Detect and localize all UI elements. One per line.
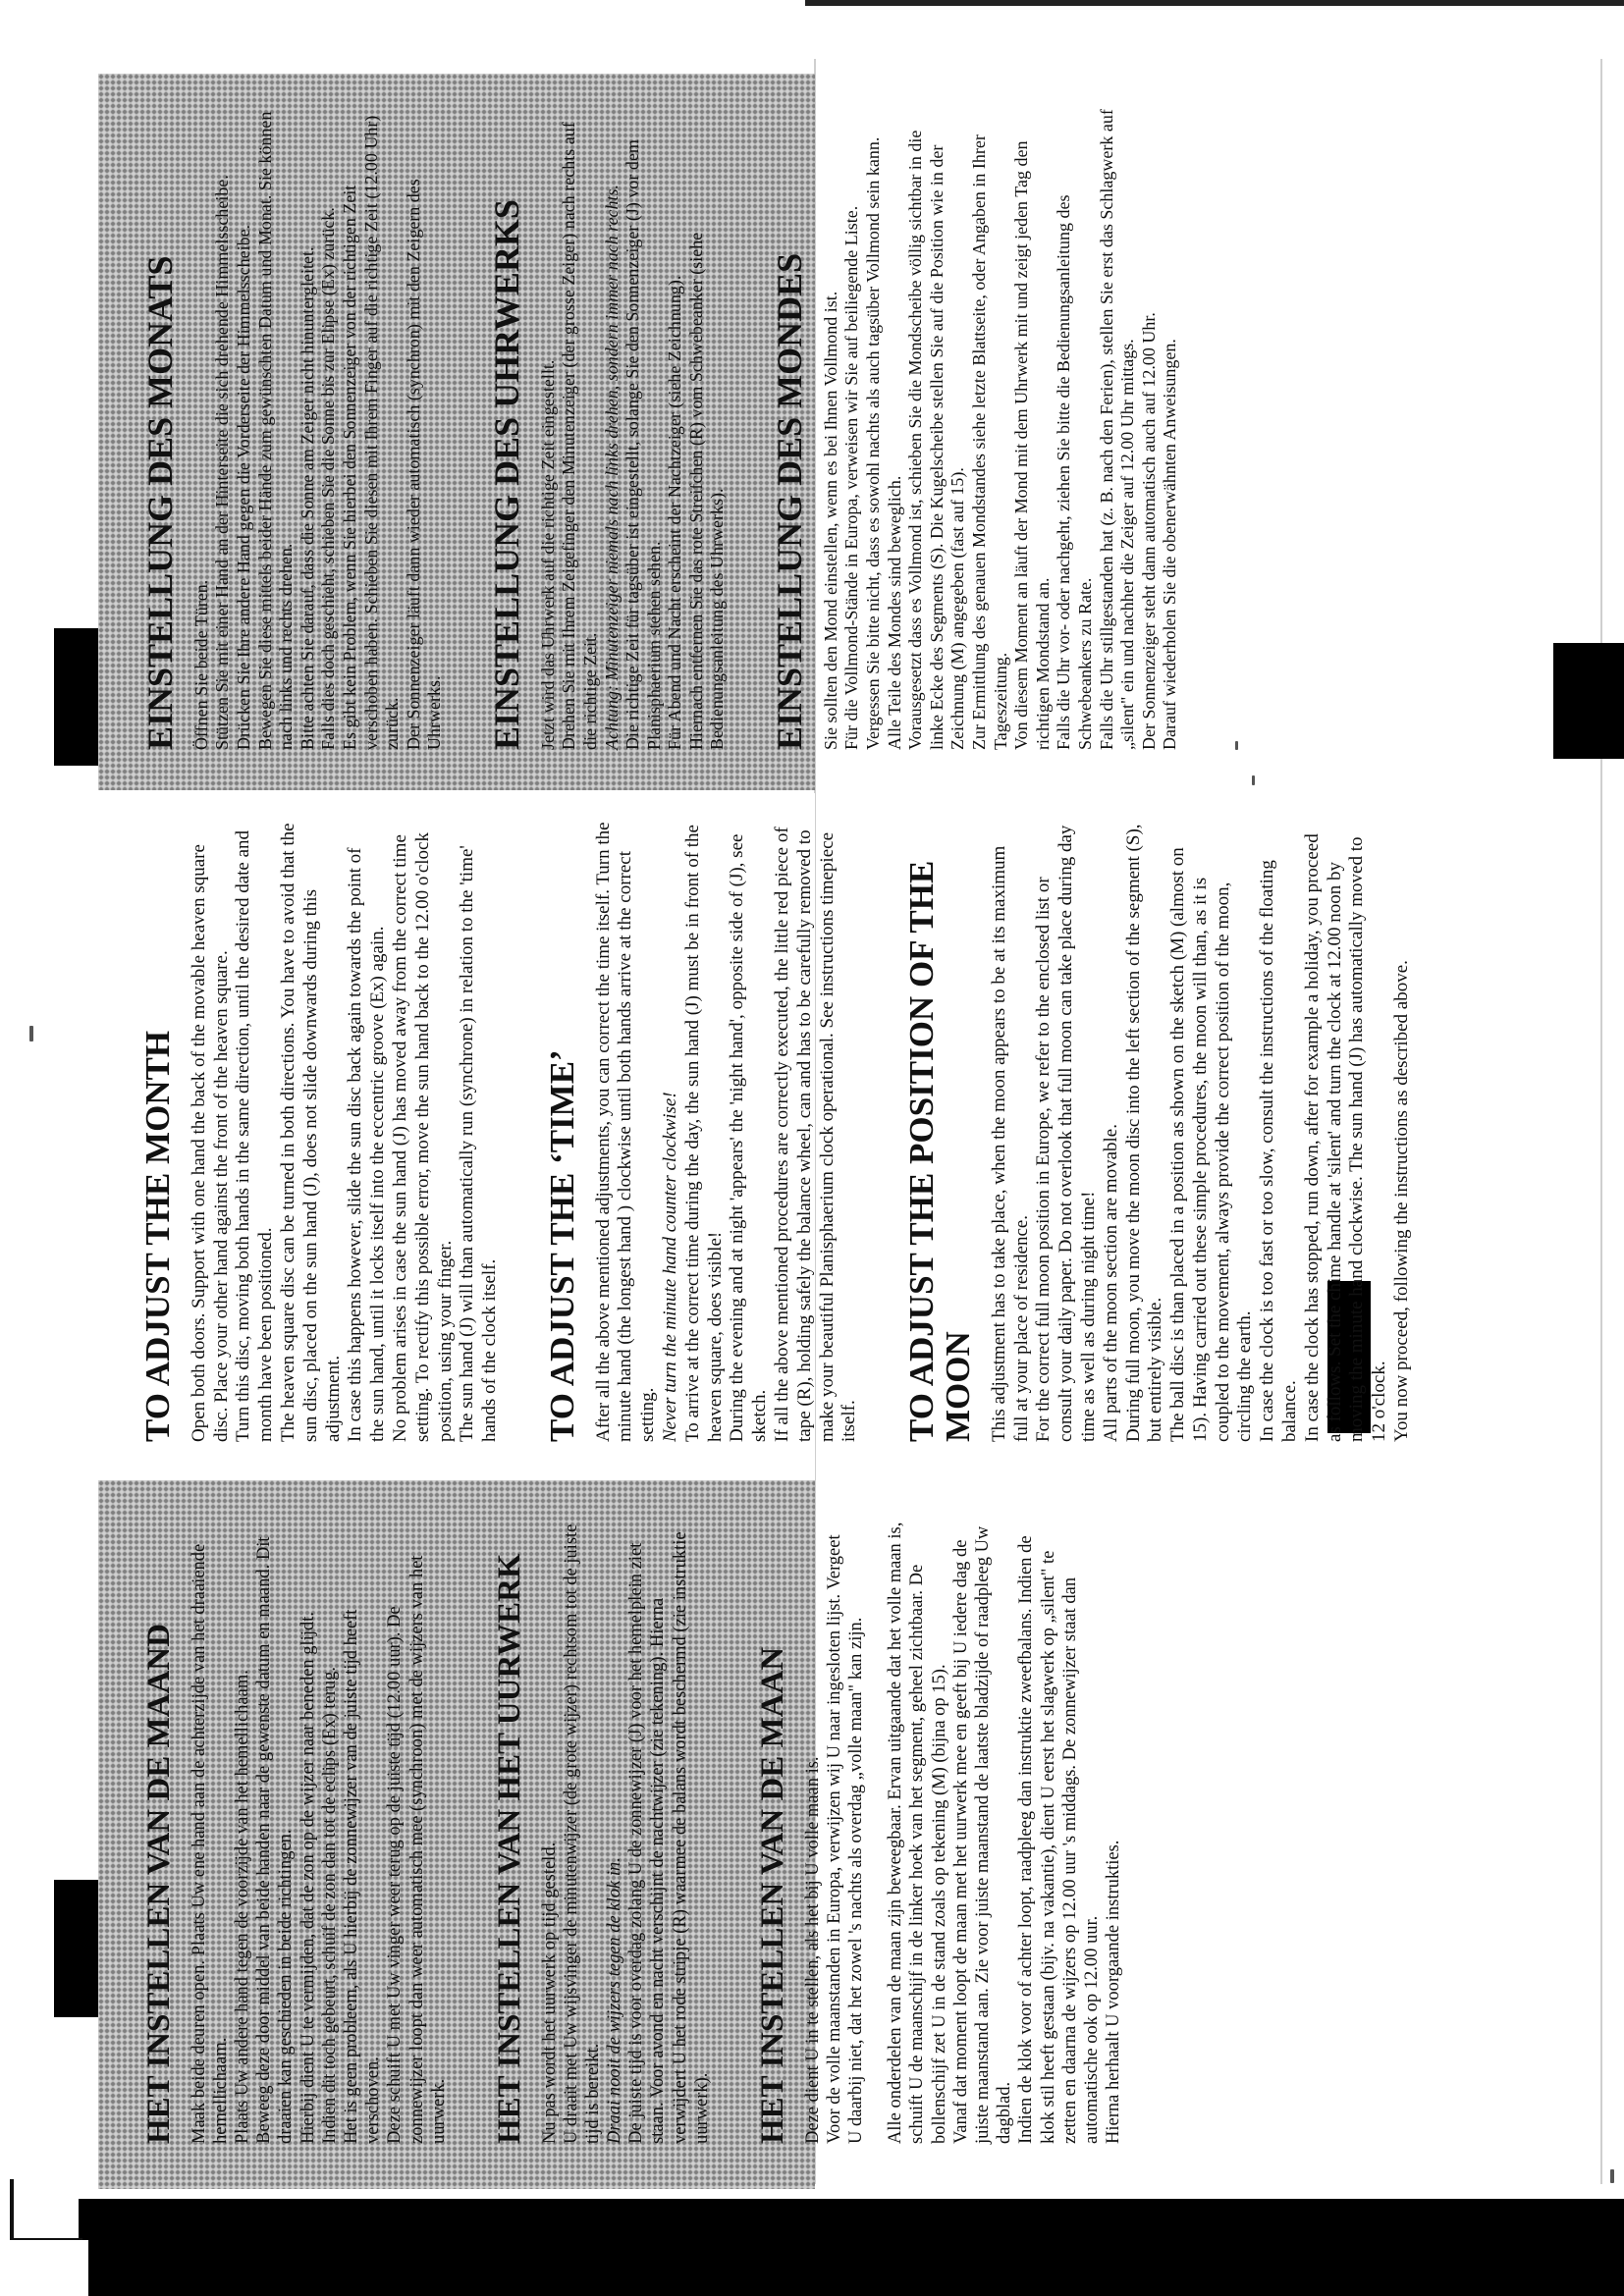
scan-speck [1252, 775, 1255, 785]
paragraph: Alle onderdelen van de maan zijn beweegbaar. Ervan uitgaande dat het volle maan is, schuift U de maanschijf in de linker hoek van het segment, geheel zichtbaar. De bollenschijf zet U in de stand zoals op tekening (M) (bijna op 15). [886, 1522, 949, 2144]
paragraph: Für die Vollmond-Stände in Europa, verweisen wir Sie auf beiliegende Liste. [841, 205, 862, 750]
paragraph: Beweeg deze door middel van beide handen naar de gewenste datum en maand. Dit draaien kan geschieden in beide richtingen. [254, 1536, 297, 2144]
scan-speck [1610, 2169, 1614, 2183]
paragraph: Turn this disc, moving both hands in the same direction, until the desired date and month have been positioned. [233, 829, 277, 1442]
heading-nl-time: HET INSTELLEN VAN HET UURWERK [491, 1553, 527, 2144]
paragraph: Indien dit toch gebeurt, schuif de zon dan tot de eclips (Ex) terug. [319, 1667, 340, 2144]
paragraph: Von diesem Moment an läuft der Mond mit dem Uhrwerk mit und zeigt jeden Tag den richtigen Mondstand an. [1011, 140, 1053, 750]
paragraph: Drücken Sie Ihre andere Hand gegen die Vorderseite der Himmelsscheibe. [233, 224, 253, 750]
panel-english-text [113, 798, 1413, 1475]
paragraph: U draait met Uw wijsvinger de minutenwijzer (de grote wijzer) rechtsom tot de juiste tijd is bereikt. [561, 1523, 603, 2144]
paragraph: Vorausgesetzt dass es Vollmond ist, schieben Sie die Mondscheibe völlig sichtbar in die linke Ecke des Segments (S). Die Kugelscheibe stellen Sie auf die Position wie in der Zeichnung (M) angegeben (fast auf 15). [905, 130, 968, 750]
paragraph: Der Sonnenzeiger läuft dann wieder automatisch (synchron) mit den Zeigern des Uhrwerks. [403, 179, 445, 750]
warning-paragraph: Draai nooit de wijzers tegen de klok in. [605, 1857, 625, 2144]
panel-german [98, 74, 1180, 790]
scan-top-rule [805, 0, 1624, 6]
paragraph: Deze dient U in te stellen, als het bij U volle maan is. [802, 1756, 823, 2144]
paragraph: Indien de klok voor of achter loopt, raadpleeg dan instruktie zweefbalans. Indien de klok stil heeft gestaan (bijv. na vakantie), dient U eerst het slagwerk op „silent" te zetten en daarna de wijzers op 12.00 uur 's middags. De zonnewijzer staat dan automatische ook op 12.00 uur. [1016, 1535, 1102, 2144]
heading-en-month: TO ADJUST THE MONTH [138, 1030, 177, 1442]
paragraph: If all the above mentioned procedures are correctly executed, the little red piece of tape (R), holding safely the balance wheel, can and has to be carefully removed to make your beautiful Planisphaerium clock operational. See instructions timepiece itself. [772, 827, 860, 1442]
paragraph: Sie sollten den Mond einstellen, wenn es bei Ihnen Vollmond ist. [820, 291, 840, 750]
paragraph: Zur Ermittlung des genauen Mondstandes siehe letzte Blattseite, oder Angaben in Ihrer Tageszeitung. [969, 134, 1010, 750]
paragraph: In case the clock has stopped, run down, after for example a holiday, you proceed as follows. Set the chime handle at 'silent' and turn the clock at 12.00 noon by moving the minute hand clockwise. The sun hand (J) has automatically moved to 12 o'clock. [1301, 833, 1390, 1442]
paragraph: The sun hand (J) will than automatically run (synchrone) in relation to the 'time' hands of the clock itself. [457, 845, 501, 1442]
section-en-moon [904, 822, 1414, 1442]
paragraph: Het is geen probleem, als U hierbij de zonnewijzer van de juiste tijd heeft verschoven. [341, 1609, 384, 2144]
paragraph: Nu pas wordt het uurwerk op tijd gesteld. [539, 1842, 560, 2144]
heading-nl-month: HET INSTELLEN VAN DE MAAND [141, 1624, 177, 2144]
binder-mark-1 [54, 1880, 103, 2017]
heading-en-moon: TO ADJUST THE POSITION OF THE MOON [902, 860, 977, 1442]
paragraph: No problem arises in case the sun hand (J) has moved away from the correct time setting. To rectify this possible error, move the sun hand back to the 12.00 o'clock position, using your finger. [389, 832, 456, 1442]
paragraph: For the correct full moon position in Europe, we refer to the enclosed list or consult your daily paper. Do not overlook that full moon can take place during day time as well as during night time! [1033, 825, 1099, 1442]
paragraph: Falls dies doch geschieht, schieben Sie die Sonne bis zur Elipse (Ex) zurück. [318, 207, 339, 750]
paragraph: To arrive at the correct time during the day, the sun hand (J) must be in front of the heaven square, does visible! [681, 825, 726, 1442]
paragraph: Öffnen Sie beide Türen. [190, 579, 211, 750]
heading-nl-moon: HET INSTELLEN VAN DE MAAN [755, 1646, 791, 2144]
paragraph: After all the above mentioned adjustments, you can correct the time itself. Turn the minute hand (the longest hand ) clockwise until both hands arrive at the correct setting. [592, 822, 659, 1442]
paragraph: Jetzt wird das Uhrwerk auf die richtige Zeit eingestellt. [537, 359, 558, 750]
paragraph: Falls die Uhr stillgestanden hat (z. B. nach den Ferien), stellen Sie erst das Schlagwerk auf „silent" ein und nachher die Zeiger auf 12.00 Uhr mittags. [1096, 109, 1138, 750]
paragraph: De juiste tijd is voor overdag zolang U de zonnewijzer (J) voor het hemelplein ziet staan. Voor avond en nacht verschijnt de nachtwijzer (zie tekening). Hierna verwijdert U het rode stripje (R) waarmee de balans wordt beschermd (zie instruktie uurwerk). [626, 1531, 712, 2144]
scan-speck [1235, 741, 1238, 750]
paragraph: Hierna herhaalt U voorgaande instrukties. [1104, 1840, 1124, 2144]
paragraph: Hiernach entfernen Sie das rote Streifchen (R) vom Schwebeanker (siehe Bedienungsanleitung des Uhrwerks). [685, 232, 728, 750]
paragraph: Bitte achten Sie darauf, dass die Sonne am Zeiger nicht hinuntergleitet. [297, 246, 317, 750]
paragraph: In case the clock is too fast or too slow, consult the instructions of the floating balance. [1257, 860, 1301, 1442]
section-de-moon [772, 108, 1181, 750]
paragraph: Plaats Uw andere hand tegen de voorzijde van het hemellichaam. [233, 1670, 253, 2144]
warning-paragraph: Achtung: Minutenzeiger niemals nach links drehen, sondern immer nach rechts. [601, 184, 622, 750]
paragraph: You now proceed, following the instructions as described above. [1391, 960, 1413, 1442]
section-en-month [140, 822, 502, 1442]
paragraph: The heaven square disc can be turned in both directions. You have to avoid that the sun disc, placed on the sun hand (J), does not slide downwards during this adjustment. [277, 823, 344, 1442]
heading-de-time: EINSTELLUNG DES UHRWERKS [486, 199, 526, 750]
paragraph: All parts of the moon section are movable. [1100, 1124, 1121, 1442]
paragraph: Drehen Sie mit Ihrem Zeigefinger den Minutenzeiger (der grosse Zeiger) nach rechts auf die richtige Zeit. [559, 122, 600, 750]
section-de-time [486, 108, 729, 750]
section-de-month [142, 108, 446, 750]
paragraph: Vanaf dat moment loopt de maan met het uurwerk mee en geeft bij U iedere dag de juiste maanstand aan. Zie voor juiste maanstand de laatste bladzijde of raadpleeg Uw dagblad. [950, 1525, 1015, 2144]
paragraph: Maak beide deuren open. Plaats Uw ene hand aan de achterzijde van het draaiende hemellichaam. [189, 1543, 231, 2144]
paragraph: Bewegen Sie diese mittels beider Hände zum gewünschten Datum und Monat. Sie können nach links und rechts drehen. [254, 111, 297, 750]
paragraph: During the evening and at night 'appears' the 'night hand', opposite side of (J), see sketch. [727, 833, 771, 1442]
paragraph: Der Sonnenzeiger steht dann automatisch auch auf 12.00 Uhr. [1138, 312, 1159, 750]
scan-bottom-band [79, 2199, 1624, 2296]
section-nl-time [493, 1522, 713, 2144]
paragraph: Darauf wiederholen Sie die obenerwähnten Anweisungen. [1160, 339, 1180, 750]
panel-german-text [113, 88, 1180, 775]
paragraph: Open both doors. Support with one hand the back of the movable heaven square disc. Place your other hand against the front of the heaven square. [188, 844, 232, 1442]
warning-paragraph: Never turn the minute hand counter clockwise! [660, 1092, 681, 1442]
scan-bottom-edge [0, 2240, 88, 2296]
heading-de-month: EINSTELLUNG DES MONATS [140, 255, 180, 750]
section-en-time [542, 822, 861, 1442]
paragraph: Hierbij dient U te vermijden, dat de zon op de wijzer naar beneden glijdt. [298, 1612, 318, 2144]
paragraph: The ball disc is than placed in a position as shown on the sketch (M) (almost on 15). Having carried out these simple procedures, the moon will than, as it is coupled to the movement, always provide the correct position of the moon, circling the earth. [1167, 847, 1256, 1442]
scan-corner-mark [10, 2179, 82, 2242]
paragraph: Falls die Uhr vor- oder nachgeht, ziehen Sie bitte die Bedienungsanleitung des Schwebeankers zu Rate. [1054, 194, 1095, 750]
paragraph: Die richtige Zeit für tagsüber ist eingestellt, solange Sie den Sonnenzeiger (J) vor dem Planisphaerium stehen sehen. [623, 139, 664, 750]
panel-dutch [98, 1480, 1124, 2189]
paragraph: This adjustment has to take place, when the moon appears to be at its maximum full at your place of residence. [988, 845, 1032, 1442]
section-nl-month [142, 1522, 450, 2144]
paragraph: Voor de volle maanstanden in Europa, verwijzen wij U naar ingesloten lijst. Vergeet U daarbij niet, dat het zowel 's nachts als overdag „volle maan" kan zijn. [824, 1534, 867, 2144]
binder-mark-2 [54, 628, 103, 766]
paragraph: In case this happens however, slide the sun disc back again towards the point of the sun hand, until it locks itself into the eccentric groove (Ex) again. [345, 847, 389, 1442]
paragraph: Es gibt kein Problem, wenn Sie hierbei den Sonnenzeiger von der richtigen Zeit verschoben haben. Schieben Sie diesen mit Ihrem Finger auf die richtige Zeit (12.00 Uhr) zurück. [339, 115, 403, 750]
panel-dutch-text [113, 1496, 1124, 2173]
paragraph: Stützen Sie mit einer Hand an der Hinterseite die sich drehende Himmelsscheibe. [212, 175, 233, 750]
scan-speck [29, 1026, 33, 1041]
paragraph: Für Abend und Nacht erscheint der Nachtzeiger (siehe Zeichnung). [665, 275, 685, 750]
heading-de-moon: EINSTELLUNG DES MONDES [770, 252, 810, 750]
paragraph: Deze schuift U met Uw vinger weer terug op de juiste tijd (12.00 uur). De zonnewijzer loopt dan weer automatisch mee (synchroon) met de wijzers van het uurwerk. [385, 1555, 449, 2144]
paragraph: During full moon, you move the moon disc into the left section of the segment (S), but entirely visible. [1122, 824, 1166, 1442]
binder-mark-4 [1553, 643, 1624, 759]
paragraph: Vergessen Sie bitte nicht, dass es sowohl nachts als auch tagsüber Vollmond sein kann. Alle Teile des Mondes sind beweglich. [863, 136, 904, 750]
column-divider-right [1600, 59, 1602, 2184]
section-nl-moon [756, 1522, 1124, 2144]
heading-en-time: TO ADJUST THE ‘TIME’ [542, 1049, 581, 1442]
panel-english [98, 793, 1413, 1480]
